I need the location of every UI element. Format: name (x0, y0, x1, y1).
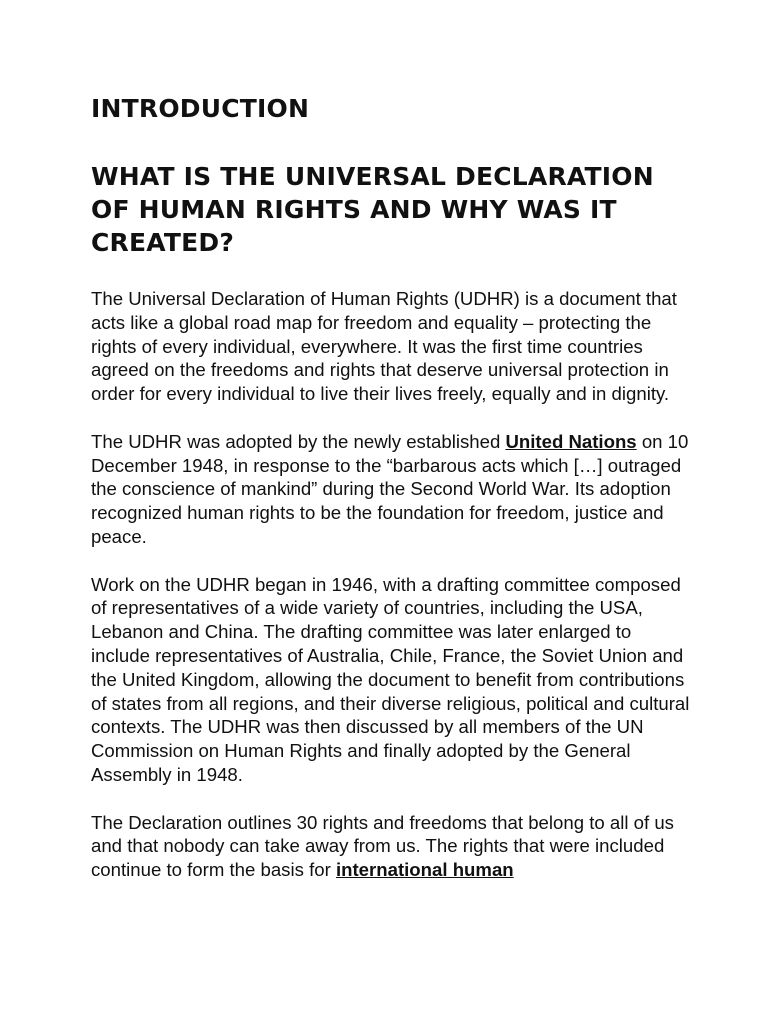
paragraph-udhr-drafting: Work on the UDHR began in 1946, with a drafting committee composed of representatives of a wide variety of countries, including the USA, Lebanon and China. The drafting committee was later enlarged to include representatives of Australia, Chile, France, the Soviet Union and the United Kingdom, allowing the document to benefit from contributions of states from all regions, and their diverse religious, political and cultural contexts. The UDHR was then discussed by all members of the UN Commission on Human Rights and finally adopted by the General Assembly in 1948. (91, 573, 690, 785)
paragraph-text: The Declaration outlines 30 rights and freedoms that belong to all of us and that nobody can take away from us. The rights that were included continue to form the basis for (91, 811, 674, 881)
united-nations-link[interactable]: United Nations (505, 430, 637, 452)
paragraph-udhr-adoption (91, 430, 691, 549)
document-page (91, 92, 691, 882)
paragraph-udhr-rights (91, 811, 691, 882)
international-human-rights-link[interactable]: international human (335, 859, 514, 881)
section-heading-question: WHAT IS THE UNIVERSAL DECLARATION OF HUMAN RIGHTS AND WHY WAS IT CREATED? (91, 162, 654, 257)
paragraph-udhr-definition: The Universal Declaration of Human Rights (UDHR) is a document that acts like a global road map for freedom and equality – protecting the rights of every individual, everywhere. It was the first time countries agreed on the freedoms and rights that deserve universal protection in order for every individual to live their lives freely, equally and in dignity. (91, 288, 677, 405)
paragraph-text: on 10 December 1948, in response to the “barbarous acts which […] outraged the conscience of mankind” during the Second World War. Its adoption recognized human rights to be the foundation for freedom, justice and peace. (91, 430, 689, 547)
paragraph-text: The UDHR was adopted by the newly established (91, 430, 506, 452)
section-heading-introduction: INTRODUCTION (91, 94, 310, 123)
